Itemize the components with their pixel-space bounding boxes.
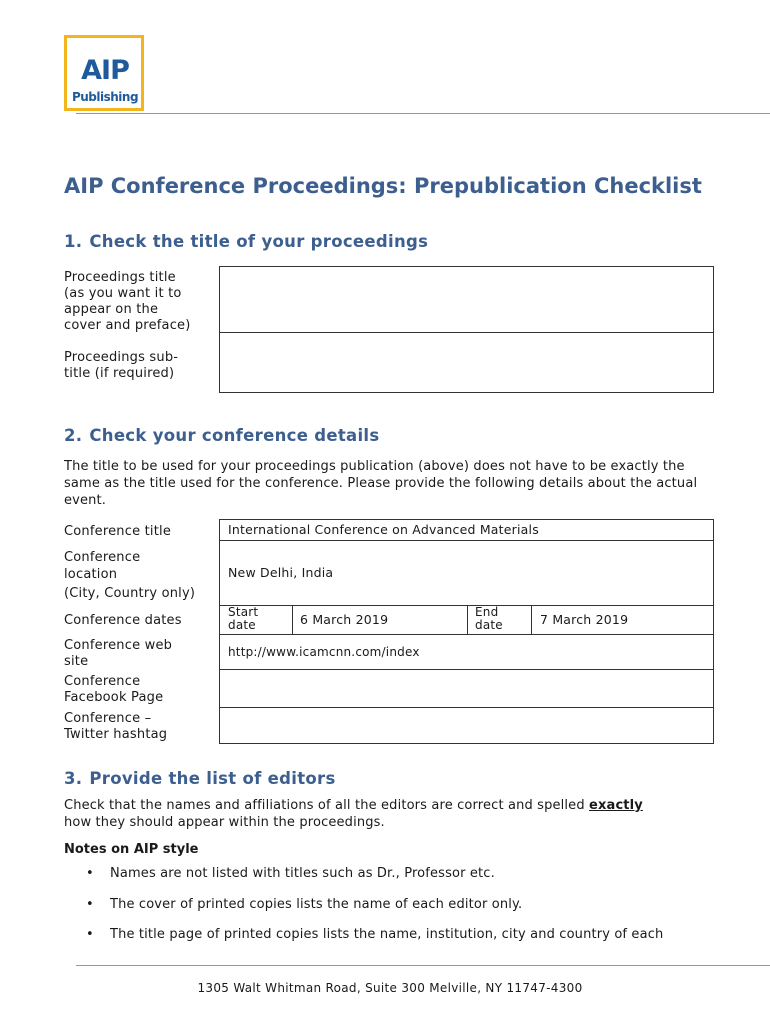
- end-date-value[interactable]: 7 March 2019: [540, 612, 629, 627]
- bullet-icon: •: [86, 897, 94, 912]
- table-row-divider: [219, 634, 714, 635]
- conference-twitter-label: [64, 711, 167, 743]
- label-line: Proceedings title: [64, 270, 176, 285]
- conference-website-value[interactable]: http://www.icamcnn.com/index: [228, 645, 420, 659]
- conference-location-value[interactable]: New Delhi, India: [228, 565, 334, 580]
- table-row-divider: [219, 540, 714, 541]
- conference-website-label: [64, 638, 172, 670]
- conference-dates-label: Conference dates: [64, 613, 182, 628]
- label-line: Twitter hashtag: [64, 727, 168, 742]
- table-col-divider: [292, 605, 293, 634]
- list-item-text: The cover of printed copies lists the name of each editor only.: [110, 897, 523, 912]
- proceedings-title-field[interactable]: [226, 276, 706, 326]
- page-title: AIP Conference Proceedings: Prepublication Checklist: [64, 174, 702, 198]
- label-line: title (if required): [64, 366, 175, 381]
- bullet-icon: •: [86, 927, 94, 942]
- section-3-heading-text: Provide the list of editors: [89, 769, 336, 788]
- label-line: Conference –: [64, 711, 152, 726]
- aip-publishing-logo: [64, 35, 144, 111]
- end-date-label: [475, 606, 503, 632]
- label-line: site: [64, 654, 89, 669]
- list-item-text: The title page of printed copies lists the name, institution, city and country of each: [110, 927, 664, 942]
- label-line: Proceedings sub-: [64, 350, 179, 365]
- label-line: cover and preface): [64, 318, 191, 333]
- conference-title-value[interactable]: International Conference on Advanced Materials: [228, 522, 539, 537]
- list-item: [86, 897, 522, 912]
- label-line: Conference: [64, 550, 141, 565]
- conference-title-label: Conference title: [64, 524, 172, 539]
- section-1-heading: [64, 232, 428, 251]
- logo-text-publishing: Publishing: [71, 90, 139, 104]
- header-divider: [76, 113, 770, 114]
- label-line: (City, Country only): [64, 586, 196, 601]
- label-line: Start: [228, 605, 259, 619]
- label-line: Conference: [64, 674, 141, 689]
- list-item: [86, 866, 495, 881]
- label-line: Conference web: [64, 638, 173, 653]
- footer-address: 1305 Walt Whitman Road, Suite 300 Melville, NY 11747-4300: [197, 981, 583, 995]
- label-line: appear on the: [64, 302, 159, 317]
- section-2-heading-text: Check your conference details: [89, 426, 380, 445]
- proceedings-subtitle-field[interactable]: [226, 342, 706, 386]
- table-row-divider: [219, 707, 714, 708]
- label-line: End: [475, 605, 499, 619]
- intro-text: Check that the names and affiliations of all the editors are correct and spelled: [64, 798, 590, 813]
- list-item-text: Names are not listed with titles such as Dr., Professor etc.: [110, 866, 495, 881]
- footer-divider: [76, 965, 770, 966]
- proceedings-subtitle-label: [64, 350, 178, 382]
- section-3-number: 3.: [64, 769, 83, 788]
- label-line: (as you want it to: [64, 286, 182, 301]
- section-2-heading: [64, 426, 380, 445]
- section-2-intro: The title to be used for your proceedings publication (above) does not have to be exactly the same as the title used for the conference. Please provide the following details about the actual event.: [64, 459, 698, 508]
- start-date-value[interactable]: 6 March 2019: [300, 612, 389, 627]
- logo-text-aip: AIP: [81, 55, 129, 86]
- label-line: Facebook Page: [64, 690, 164, 705]
- section-1-number: 1.: [64, 232, 83, 251]
- notes-heading: Notes on AIP style: [64, 842, 199, 857]
- intro-text-continued: how they should appear within the proceedings.: [64, 815, 385, 830]
- table-row-divider: [219, 669, 714, 670]
- conference-location-label: [64, 549, 195, 602]
- section-2-number: 2.: [64, 426, 83, 445]
- table-col-divider: [531, 605, 532, 634]
- list-item: [86, 927, 663, 942]
- label-line: date: [228, 618, 256, 632]
- conference-facebook-value[interactable]: [228, 680, 708, 700]
- label-line: location: [64, 567, 118, 582]
- section-1-heading-text: Check the title of your proceedings: [89, 232, 429, 251]
- conference-facebook-label: [64, 674, 163, 706]
- table-row-divider: [219, 332, 714, 333]
- section-3-heading: [64, 769, 336, 788]
- label-line: date: [475, 618, 503, 632]
- table-col-divider: [467, 605, 468, 634]
- start-date-label: [228, 606, 258, 632]
- proceedings-title-label: [64, 270, 191, 334]
- section-3-intro: [64, 797, 714, 831]
- conference-twitter-value[interactable]: [228, 716, 708, 736]
- bullet-icon: •: [86, 866, 94, 881]
- intro-emphasis: exactly: [589, 798, 643, 813]
